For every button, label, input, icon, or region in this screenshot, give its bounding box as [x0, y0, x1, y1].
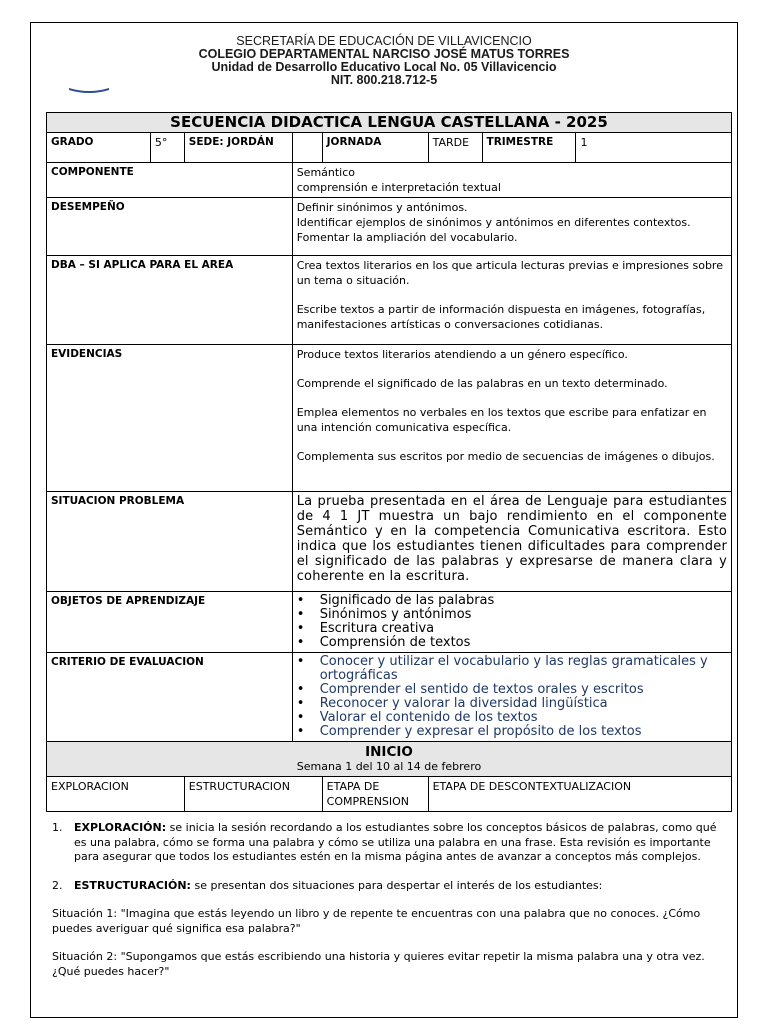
componente-line: comprensión e interpretación textual	[296, 181, 501, 194]
situacion-label: SITUACION PROBLEMA	[47, 492, 293, 592]
evidencias-row	[47, 345, 732, 492]
objetos-row	[47, 592, 732, 653]
criterio-item: • Conocer y utilizar el vocabulario y las reglas gramaticales y ortográficas	[297, 655, 727, 683]
inicio-header	[47, 742, 732, 777]
situacion-row	[47, 492, 732, 592]
desempeno-value	[292, 198, 731, 256]
institution-header	[31, 35, 737, 87]
evidencia-item: Complementa sus escritos por medio de secuencias de imágenes o dibujos.	[296, 450, 715, 463]
exploracion-item	[52, 821, 727, 865]
sede-empty-cell	[292, 133, 322, 163]
objetos-label: OBJETOS DE APRENDIZAJE	[47, 592, 293, 653]
sede-label: SEDE: JORDÁN	[184, 133, 292, 163]
evidencia-item: Produce textos literarios atendiendo a un género específico.	[296, 348, 628, 361]
desempeno-line: Fomentar la ampliación del vocabulario.	[296, 231, 518, 244]
estructuracion-text: se presentan dos situaciones para despertar el interés de los estudiantes:	[190, 878, 603, 892]
evidencias-value	[292, 345, 731, 492]
estructuracion-heading: ESTRUCTURACIÓN:	[74, 878, 191, 892]
exploracion-text: se inicia la sesión recordando a los estudiantes sobre los conceptos básicos de palabras, como qué es una palabra, cómo se forma una palabra y cómo se utiliza una palabra en una frase. Esta revisión es importante para asegurar que todos los estudiantes estén en la misma página antes de avanzar a conceptos más complejos.	[74, 821, 717, 863]
criterio-item: • Valorar el contenido de los textos	[297, 711, 727, 725]
desempeno-label: DESEMPEÑO	[47, 198, 293, 256]
desempeno-line: Identificar ejemplos de sinónimos y antónimos en diferentes contextos.	[296, 216, 691, 229]
dba-paragraph: Escribe textos a partir de información dispuesta en imágenes, fotografías, manifestaciones artísticas o conversaciones cotidianas.	[296, 303, 706, 331]
etapa-exploracion: EXPLORACION	[47, 777, 185, 812]
item-number: 2.	[52, 878, 63, 892]
objeto-item: • Significado de las palabras	[297, 594, 727, 608]
inicio-row	[47, 742, 732, 777]
title-row	[47, 113, 732, 133]
dba-value	[292, 256, 731, 345]
school-logo-icon	[69, 85, 109, 93]
jornada-label: JORNADA	[322, 133, 428, 163]
etapa-comprension: ETAPA DE COMPRENSION	[322, 777, 428, 812]
document-page	[30, 22, 738, 1018]
etapas-row	[47, 777, 732, 812]
etapa-descontextualizacion: ETAPA DE DESCONTEXTUALIZACION	[428, 777, 731, 812]
inicio-week: Semana 1 del 10 al 14 de febrero	[296, 760, 482, 773]
objeto-item: • Sinónimos y antónimos	[297, 608, 727, 622]
header-line-nit: NIT. 800.218.712-5	[330, 73, 438, 87]
dba-label: DBA – SI APLICA PARA EL AREA	[47, 256, 293, 345]
activity-description	[52, 821, 727, 979]
header-line-secretaria: SECRETARÍA DE EDUCACIÓN DE VILLAVICENCIO	[236, 34, 532, 48]
info-row	[47, 133, 732, 163]
desempeno-line: Definir sinónimos y antónimos.	[296, 201, 468, 214]
jornada-value: TARDE	[428, 133, 482, 163]
componente-value	[292, 163, 731, 198]
situacion-1-text: Situación 1: "Imagina que estás leyendo un libro y de repente te encuentras con una palabra que no conoces. ¿Cómo puedes averiguar qué significa esa palabra?"	[52, 907, 701, 935]
exploracion-heading: EXPLORACIÓN:	[74, 821, 167, 834]
criterio-item: • Comprender y expresar el propósito de los textos	[297, 725, 727, 739]
criterio-item: • Comprender el sentido de textos orales y escritos	[297, 683, 727, 697]
trimestre-label: TRIMESTRE	[482, 133, 576, 163]
objeto-item: • Escritura creativa	[297, 622, 727, 636]
dba-paragraph: Crea textos literarios en los que articula lecturas previas e impresiones sobre un tema o situación.	[296, 259, 723, 287]
objetos-value	[292, 592, 731, 653]
evidencia-item: Emplea elementos no verbales en los textos que escribe para enfatizar en una intención comunicativa específica.	[296, 406, 707, 434]
inicio-title: INICIO	[365, 744, 413, 760]
dba-row	[47, 256, 732, 345]
criterio-label: CRITERIO DE EVALUACION	[47, 653, 293, 742]
desempeno-row	[47, 198, 732, 256]
etapa-estructuracion: ESTRUCTURACION	[184, 777, 322, 812]
item-number: 1.	[52, 821, 63, 834]
grado-value: 5°	[150, 133, 184, 163]
componente-line: Semántico	[296, 166, 356, 179]
trimestre-value: 1	[576, 133, 732, 163]
evidencia-item: Comprende el significado de las palabras en un texto determinado.	[296, 377, 668, 390]
situacion-value: La prueba presentada en el área de Lenguaje para estudiantes de 4 1 JT muestra un bajo rendimiento en el componente Semántico y en la competencia Comunicativa escritora. Esto indica que los estudiantes tienen dificultades para comprender el significado de las palabras y expresarse de manera clara y coherente en la escritura.	[292, 492, 731, 592]
document-title: SECUENCIA DIDACTICA LENGUA CASTELLANA - 2025	[47, 113, 732, 133]
criterio-value	[292, 653, 731, 742]
criterio-row	[47, 653, 732, 742]
estructuracion-item	[52, 879, 727, 894]
situacion-2-text: Situación 2: "Supongamos que estás escribiendo una historia y quieres evitar repetir la misma palabra una y otra vez. ¿Qué puedes hacer?"	[52, 950, 705, 978]
objeto-item: • Comprensión de textos	[297, 636, 727, 650]
sequence-table	[46, 112, 732, 812]
grado-label: GRADO	[47, 133, 151, 163]
header-line-unidad: Unidad de Desarrollo Educativo Local No. 05 Villavicencio	[211, 60, 557, 74]
header-line-colegio: COLEGIO DEPARTAMENTAL NARCISO JOSÉ MATUS TORRES	[198, 47, 570, 61]
criterio-item: • Reconocer y valorar la diversidad lingüística	[297, 697, 727, 711]
evidencias-label: EVIDENCIAS	[47, 345, 293, 492]
componente-row	[47, 163, 732, 198]
componente-label: COMPONENTE	[47, 163, 293, 198]
